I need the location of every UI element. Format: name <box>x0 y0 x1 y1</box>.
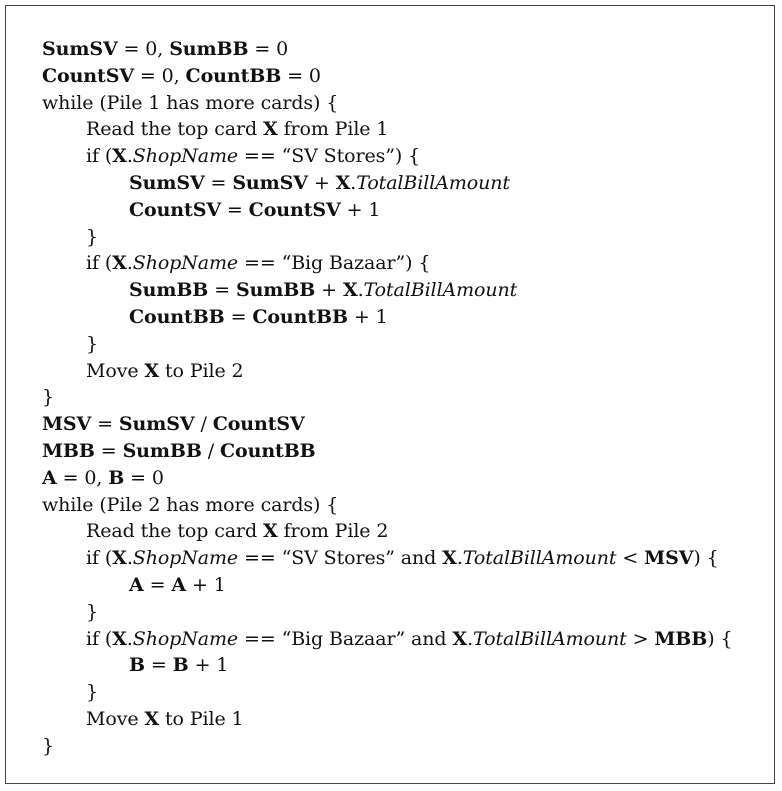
code-text: + 1 <box>340 198 381 221</box>
code-field: TotalBillAmount <box>363 279 518 302</box>
code-identifier: SumBB <box>122 439 202 462</box>
code-identifier: MBB <box>654 627 708 650</box>
code-field: TotalBillAmount <box>473 627 627 650</box>
code-text: / <box>201 439 221 462</box>
code-text: = 0 <box>281 64 321 87</box>
code-text: . <box>456 547 463 570</box>
code-line <box>42 358 772 385</box>
code-line <box>42 143 772 170</box>
code-line <box>42 384 772 411</box>
code-line <box>42 679 772 706</box>
code-text: } <box>42 734 54 757</box>
code-identifier: MSV <box>42 413 92 436</box>
code-identifier: X <box>452 627 468 650</box>
code-identifier: X <box>262 118 278 141</box>
code-line <box>42 224 772 251</box>
code-line <box>42 250 772 277</box>
code-identifier: CountBB <box>220 439 316 462</box>
code-text: } <box>86 681 98 704</box>
code-identifier: MBB <box>42 439 95 462</box>
code-line <box>42 733 772 760</box>
code-text: / <box>194 413 213 436</box>
code-text: . <box>126 252 133 275</box>
code-text: + 1 <box>347 305 388 328</box>
code-text: + <box>307 171 336 194</box>
code-identifier: CountSV <box>212 413 305 436</box>
code-text: > <box>626 627 655 650</box>
code-text: + 1 <box>188 654 229 677</box>
code-text: from Pile 2 <box>277 520 389 543</box>
code-line <box>42 411 772 438</box>
code-line <box>42 518 772 545</box>
code-field: ShopName <box>132 145 239 168</box>
code-line <box>42 277 772 304</box>
code-line <box>42 36 772 63</box>
code-text: . <box>126 145 133 168</box>
code-text: Read the top card <box>86 118 263 141</box>
code-identifier: X <box>112 627 127 650</box>
code-identifier: X <box>144 359 160 382</box>
code-identifier: SumSV <box>118 413 195 436</box>
code-text: ) { <box>693 547 719 570</box>
code-text: = 0 <box>124 466 164 489</box>
code-text: < <box>616 547 645 570</box>
code-text: if ( <box>86 252 113 275</box>
code-identifier: SumSV <box>42 38 118 60</box>
code-text: = <box>94 439 123 462</box>
code-identifier: CountBB <box>129 305 225 328</box>
code-text: . <box>126 627 133 650</box>
code-field: ShopName <box>132 547 239 570</box>
code-text: } <box>86 225 98 248</box>
code-line <box>42 492 772 519</box>
code-text: == “SV Stores” and <box>238 547 443 570</box>
code-text: = <box>143 573 172 596</box>
code-line <box>42 63 772 90</box>
code-identifier: B <box>108 466 125 489</box>
code-text: == “Big Bazaar”) { <box>238 252 431 275</box>
code-text: = <box>144 654 173 677</box>
code-identifier: X <box>144 707 160 730</box>
code-identifier: CountBB <box>185 64 282 87</box>
code-text: . <box>350 171 357 194</box>
code-text: + 1 <box>186 573 226 596</box>
code-text: = <box>208 279 236 302</box>
code-text: . <box>126 547 133 570</box>
code-text: } <box>42 386 54 409</box>
code-identifier: CountSV <box>42 64 134 87</box>
code-text: while (Pile 1 has more cards) { <box>42 91 339 114</box>
code-text: Move <box>86 359 145 382</box>
code-identifier: X <box>112 145 127 168</box>
code-text: . <box>357 279 364 302</box>
code-identifier: SumBB <box>169 38 249 60</box>
code-text: = 0, <box>133 64 186 87</box>
code-text: = <box>91 413 119 436</box>
code-text: = <box>204 171 233 194</box>
code-text: if ( <box>86 547 113 570</box>
code-text: . <box>467 627 474 650</box>
code-identifier: X <box>335 171 351 194</box>
pseudocode-block <box>42 36 772 760</box>
code-identifier: SumSV <box>129 171 205 194</box>
code-identifier: A <box>171 573 187 596</box>
code-text: } <box>86 600 98 623</box>
code-text: = 0 <box>248 38 289 60</box>
code-line <box>42 304 772 331</box>
code-identifier: X <box>112 252 127 275</box>
code-identifier: SumBB <box>129 279 209 302</box>
code-identifier: CountBB <box>252 305 348 328</box>
code-text: if ( <box>86 627 113 650</box>
code-identifier: A <box>42 466 57 489</box>
code-line <box>42 170 772 197</box>
code-identifier: A <box>129 573 144 596</box>
code-line <box>42 706 772 733</box>
code-line <box>42 599 772 626</box>
code-field: ShopName <box>132 627 239 650</box>
code-line <box>42 197 772 224</box>
code-line <box>42 116 772 143</box>
code-text: Read the top card <box>86 520 263 543</box>
code-identifier: CountSV <box>248 198 341 221</box>
code-line <box>42 652 772 679</box>
code-identifier: SumSV <box>232 171 308 194</box>
code-identifier: B <box>129 654 145 677</box>
code-text: to Pile 2 <box>159 359 244 382</box>
code-text: to Pile 1 <box>159 707 244 730</box>
code-text: = <box>220 198 249 221</box>
code-identifier: CountSV <box>129 198 221 221</box>
code-text: + <box>315 279 343 302</box>
code-identifier: X <box>112 547 127 570</box>
pseudocode-frame <box>5 5 775 784</box>
code-text: = <box>224 305 253 328</box>
code-text: while (Pile 2 has more cards) { <box>42 493 339 516</box>
code-identifier: MSV <box>644 547 694 570</box>
code-identifier: X <box>262 520 278 543</box>
code-field: TotalBillAmount <box>356 171 510 194</box>
code-identifier: X <box>342 279 358 302</box>
code-text: = 0, <box>56 466 109 489</box>
code-line <box>42 465 772 492</box>
code-identifier: X <box>442 547 457 570</box>
code-text: == “SV Stores”) { <box>238 145 421 168</box>
code-line <box>42 438 772 465</box>
code-text: ) { <box>707 627 733 650</box>
code-field: ShopName <box>132 252 239 275</box>
code-text: = 0, <box>117 38 170 60</box>
code-line <box>42 331 772 358</box>
code-text: == “Big Bazaar” and <box>238 627 453 650</box>
code-identifier: B <box>172 654 189 677</box>
code-line <box>42 572 772 599</box>
code-line <box>42 626 772 653</box>
code-line <box>42 90 772 117</box>
code-text: } <box>86 332 98 355</box>
code-identifier: SumBB <box>235 279 316 302</box>
code-line <box>42 545 772 572</box>
code-text: Move <box>86 707 145 730</box>
code-text: if ( <box>86 145 113 168</box>
code-text: from Pile 1 <box>277 118 389 141</box>
code-field: TotalBillAmount <box>462 547 617 570</box>
